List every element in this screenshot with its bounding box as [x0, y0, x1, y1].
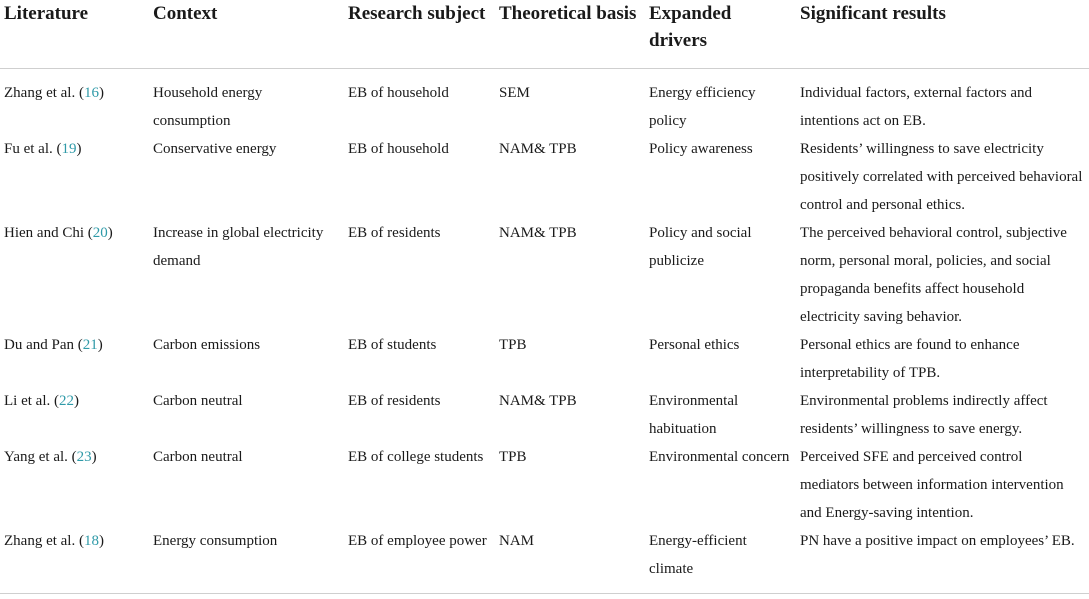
cell-context: Carbon emissions [153, 337, 261, 353]
cell-subject: EB of residents [348, 225, 441, 241]
header-theoretical-basis: Theoretical basis [499, 3, 637, 24]
header-row [0, 0, 1089, 69]
cell-literature: Zhang et al. (18) [4, 533, 104, 549]
cell-basis: TPB [499, 337, 527, 353]
cell-basis: NAM& TPB [499, 393, 577, 409]
cell-drivers: Energy efficiency policy [649, 85, 756, 129]
table-row [0, 135, 1089, 219]
reference-link[interactable]: 22 [58, 393, 74, 409]
table-row [0, 527, 1089, 594]
header-literature: Literature [4, 3, 89, 24]
cell-context: Energy consumption [153, 533, 278, 549]
table-row [0, 69, 1089, 136]
cell-basis: SEM [499, 85, 530, 101]
cell-subject: EB of household [348, 141, 449, 157]
cell-results: Perceived SFE and perceived control mediators between information intervention and Energy-saving intention. [800, 449, 1064, 521]
cell-subject: EB of employee power [348, 533, 487, 549]
header-research-subject: Research subject [348, 3, 486, 24]
cell-drivers: Environmental habituation [649, 393, 739, 437]
cell-basis: TPB [499, 449, 527, 465]
header-context: Context [153, 3, 218, 24]
reference-link[interactable]: 16 [83, 85, 99, 101]
cell-context: Increase in global electricity demand [153, 225, 324, 269]
cell-basis: NAM& TPB [499, 141, 577, 157]
cell-drivers: Policy awareness [649, 141, 753, 157]
cell-drivers: Personal ethics [649, 337, 740, 353]
header-expanded-drivers: Expanded drivers [649, 3, 732, 51]
reference-link[interactable]: 21 [82, 337, 98, 353]
cell-context: Carbon neutral [153, 449, 243, 465]
table-row [0, 331, 1089, 387]
cell-subject: EB of students [348, 337, 437, 353]
reference-link[interactable]: 18 [83, 533, 99, 549]
reference-link[interactable]: 23 [76, 449, 92, 465]
cell-drivers: Policy and social publicize [649, 225, 752, 269]
cell-results: Personal ethics are found to enhance interpretability of TPB. [800, 337, 1020, 381]
cell-context: Carbon neutral [153, 393, 243, 409]
cell-literature: Hien and Chi (20) [4, 225, 113, 241]
cell-subject: EB of college students [348, 449, 484, 465]
reference-link[interactable]: 20 [92, 225, 108, 241]
cell-literature: Yang et al. (23) [4, 449, 97, 465]
cell-results: The perceived behavioral control, subjective norm, personal moral, policies, and social propaganda benefits affect household electricity saving behavior. [800, 225, 1067, 325]
cell-basis: NAM& TPB [499, 225, 577, 241]
table-row [0, 443, 1089, 527]
cell-drivers: Energy-efficient climate [649, 533, 747, 577]
cell-results: Residents’ willingness to save electricity positively correlated with perceived behavioral control and personal ethics. [800, 141, 1083, 213]
reference-link[interactable]: 19 [61, 141, 77, 157]
cell-literature: Fu et al. (19) [4, 141, 82, 157]
cell-subject: EB of residents [348, 393, 441, 409]
cell-subject: EB of household [348, 85, 449, 101]
cell-literature: Li et al. (22) [4, 393, 79, 409]
cell-literature: Zhang et al. (16) [4, 85, 104, 101]
cell-context: Household energy consumption [153, 85, 263, 129]
cell-results: PN have a positive impact on employees’ EB. [800, 533, 1075, 549]
cell-drivers: Environmental concern [649, 449, 790, 465]
cell-results: Environmental problems indirectly affect residents’ willingness to save energy. [800, 393, 1048, 437]
cell-results: Individual factors, external factors and intentions act on EB. [800, 85, 1032, 129]
cell-literature: Du and Pan (21) [4, 337, 103, 353]
table-row [0, 219, 1089, 331]
header-significant-results: Significant results [800, 3, 946, 24]
cell-context: Conservative energy [153, 141, 277, 157]
table-row [0, 387, 1089, 443]
cell-basis: NAM [499, 533, 535, 549]
